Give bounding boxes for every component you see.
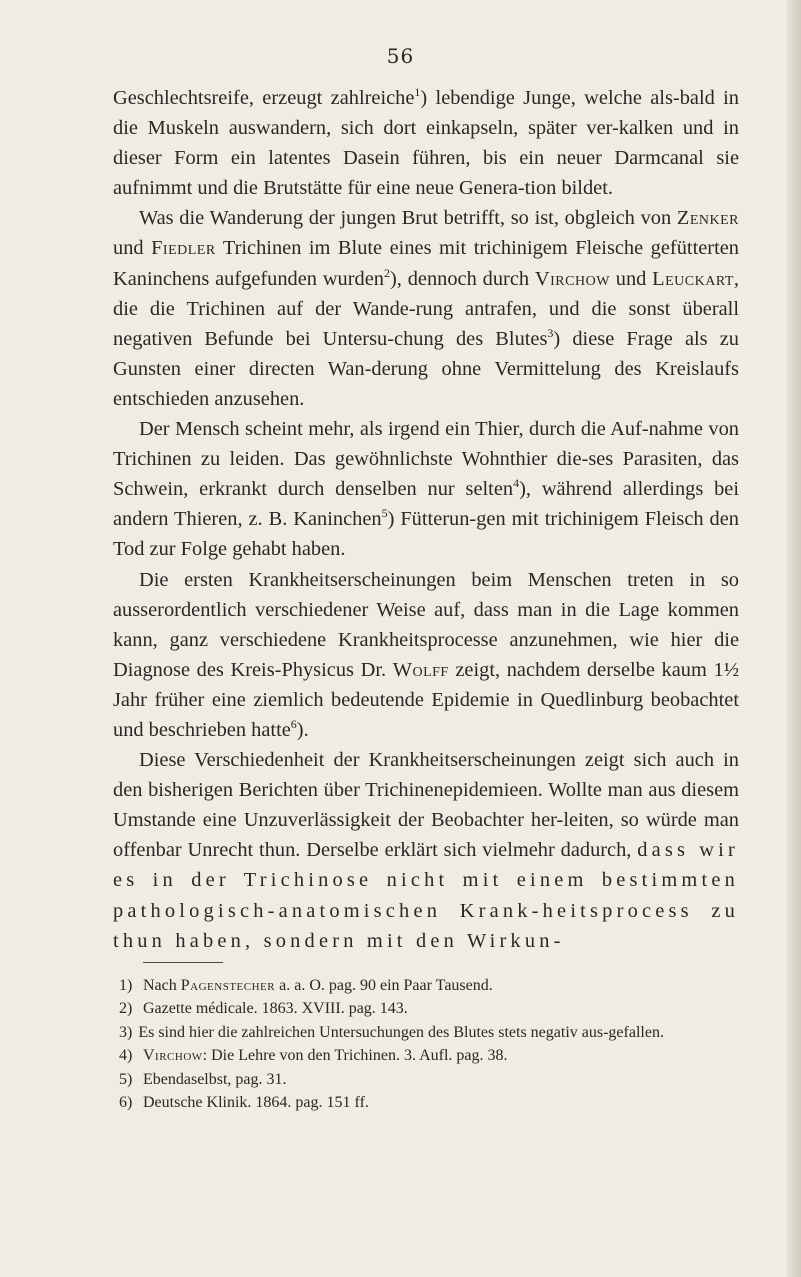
text-segment: Was die Wanderung der jungen Brut betrifft, so ist, obgleich von [139, 207, 677, 230]
paragraph [113, 565, 739, 746]
footnote-number: 1) [119, 977, 133, 994]
paragraph [113, 745, 739, 956]
footnote-number: 3) [119, 1023, 133, 1041]
footnote-number: 4) [119, 1047, 133, 1065]
footnote-text [143, 1000, 408, 1017]
paragraph [113, 83, 739, 203]
text-segment: Trichinen im Blute eines mit trichinigem Fleische gefütterten Kaninchens aufgefunden wurden [113, 237, 739, 290]
text-segment: ) diese Frage als zu Gunsten einer directen Wan-derung ohne Vermittelung des Kreislaufs entschieden anzusehen. [113, 327, 739, 410]
text-segment: Deutsche Klinik. 1864. pag. 151 ff. [143, 1094, 369, 1112]
text-segment: und [609, 267, 653, 290]
footnote-reference: 3 [547, 325, 554, 340]
text-segment: Der Mensch scheint mehr, als irgend ein Thier, durch die Auf-nahme von Trichinen zu leiden. Das gewöhnlichste Wohnthier die-ses Parasiten, das Schwein, erkrankt durch denselben nur selten [113, 418, 739, 501]
footnote-text [113, 1021, 739, 1044]
footnote [113, 1044, 739, 1067]
paragraph [113, 203, 739, 414]
emphasized-text: dass wir es in der Trichinose nicht mit einem bestimmten pathologisch-anatomischen Krank-heitsprocess zu thun haben, sondern mit den Wirkun- [113, 839, 739, 952]
footnote [113, 1068, 739, 1091]
text-segment: ) Fütterun-gen mit trichinigem Fleisch den Tod zur Folge gehabt haben. [113, 508, 740, 561]
page-edge [787, 0, 801, 1277]
author-name: Virchow [143, 1047, 203, 1065]
author-name: Leuckart [652, 267, 734, 290]
text-segment: , die die Trichinen auf der Wande-rung antrafen, und die sonst überall negativen Befunde bei Untersu-chung des Blutes [113, 267, 740, 350]
footnote-text [143, 1071, 287, 1088]
text-segment: Diese Verschiedenheit der Krankheitserscheinungen zeigt sich auch in den bisherigen Berichten über Trichinenepidemieen. Wollte man aus diesem Umstande eine Unzuverlässigkeit der Beobachter her-leiten, so würde man offenbar Unrecht thun. Derselbe erklärt sich vielmehr dadurch, [113, 749, 739, 862]
author-name: Virchow [534, 267, 610, 290]
author-name: Zenker [676, 207, 739, 230]
footnotes [113, 974, 739, 1114]
page-number: 56 [386, 44, 415, 68]
author-name: Pagenstecher [180, 977, 276, 994]
footnote-text [143, 1047, 508, 1064]
text-segment: zeigt, nachdem derselbe kaum 1½ Jahr früher eine ziemlich bedeutende Epidemie in Quedlinburg beobachtet und beschrieben hatte [113, 658, 739, 741]
body-text [113, 83, 739, 956]
text-segment: a. a. O. pag. 90 ein Paar Tausend. [275, 977, 493, 994]
footnote-number: 2) [119, 1000, 133, 1018]
footnote-reference: 6 [290, 716, 297, 731]
footnote [113, 1021, 739, 1044]
text-segment: ) lebendige Junge, welche als-bald in die Muskeln auswandern, sich dort einkapseln, später ver-kalken und in dieser Form ein latentes Dasein führen, bis ein neuer Darmcanal sie aufnimmt und die Brutstätte für eine neue Genera-tion bildet. [113, 87, 740, 200]
footnote [113, 1091, 739, 1114]
text-segment: ), während allerdings bei andern Thieren, z. B. Kaninchen [113, 478, 740, 531]
text-segment: und [113, 237, 152, 260]
footnote-number: 5) [119, 1070, 133, 1088]
text-segment: Nach [143, 977, 181, 994]
text-segment: Gazette médicale. 1863. XVIII. pag. 143. [143, 1000, 408, 1018]
text-segment: ). [296, 718, 309, 741]
footnote-reference: 5 [381, 506, 388, 521]
text-segment: Geschlechtsreife, erzeugt zahlreiche [113, 87, 415, 109]
footnote-reference: 2 [384, 265, 390, 280]
author-name: Wolff [392, 658, 449, 681]
footnote-reference: 4 [513, 476, 520, 491]
text-segment: : Die Lehre von den Trichinen. 3. Aufl. pag. 38. [202, 1047, 508, 1065]
footnote-text [143, 977, 493, 994]
paragraph [113, 414, 739, 564]
text-segment: Es sind hier die zahlreichen Untersuchungen des Blutes stets negativ aus-gefallen. [138, 1023, 664, 1041]
author-name: Fiedler [151, 237, 216, 260]
text-segment: ), dennoch durch [390, 267, 535, 290]
footnote-reference: 1 [414, 85, 421, 99]
footnote-text [143, 1094, 369, 1111]
footnote-number: 6) [119, 1094, 133, 1112]
text-segment: Ebendaselbst, pag. 31. [143, 1070, 287, 1088]
text-segment: Die ersten Krankheitserscheinungen beim Menschen treten in so ausserordentlich verschiedener Weise auf, dass man in die Lage kommen kann, ganz verschiedene Krankheitsprocesse anzunehmen, wie hier die Diagnose des Kreis-Physicus Dr. [113, 568, 739, 681]
footnote-rule [143, 962, 223, 963]
footnote [113, 974, 739, 997]
footnote [113, 997, 739, 1020]
